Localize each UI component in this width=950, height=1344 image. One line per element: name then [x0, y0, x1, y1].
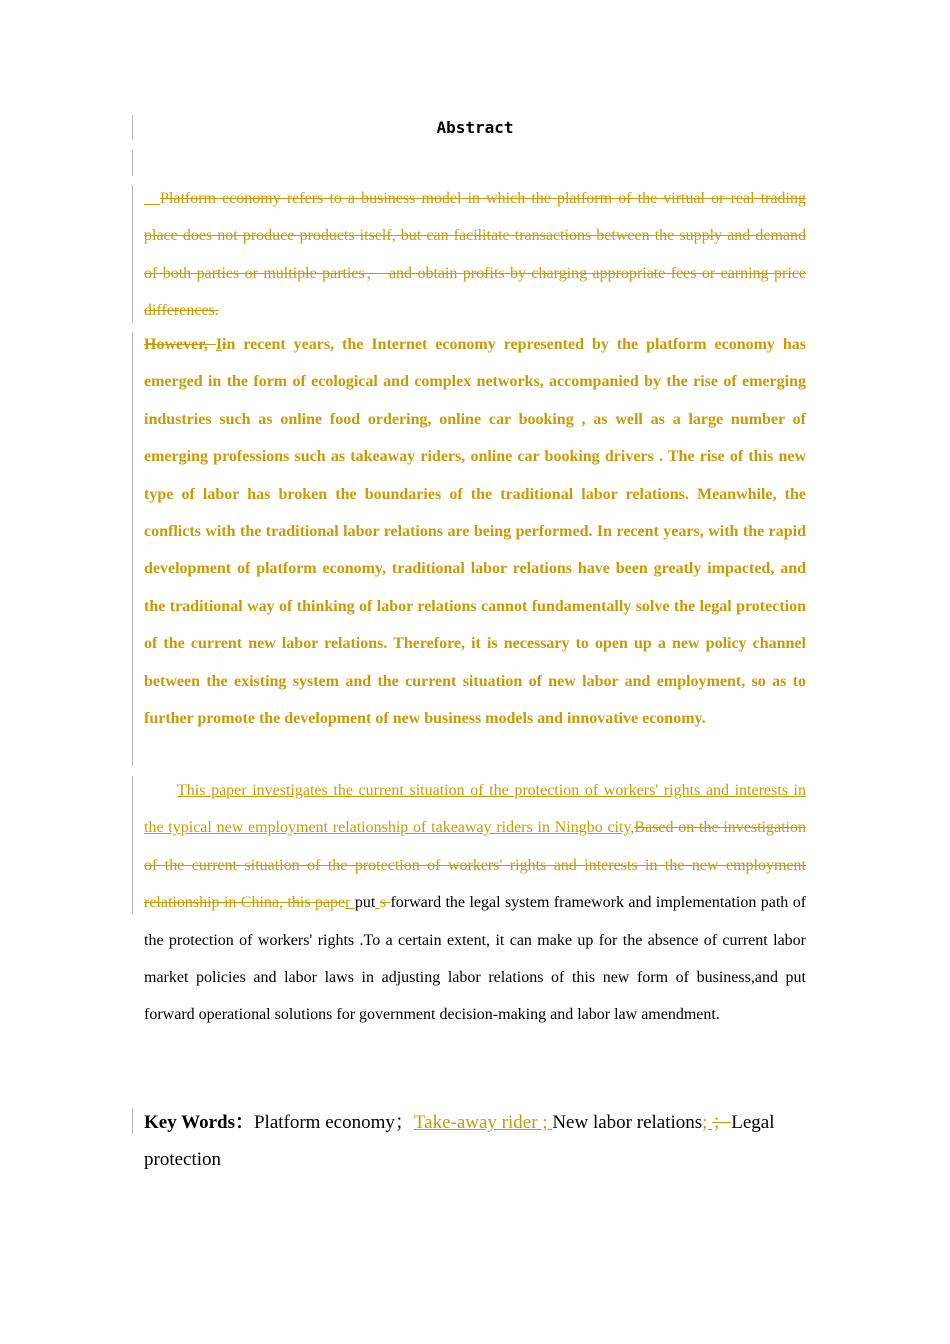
keyword: Legal protection [144, 1112, 775, 1170]
change-bar [132, 776, 133, 914]
inserted-text: __ [144, 190, 160, 207]
change-bar [132, 332, 133, 766]
paragraph-platform-definition [144, 180, 806, 330]
change-bar [132, 1108, 133, 1134]
inserted-text: r [345, 894, 355, 912]
change-bar [132, 185, 133, 323]
inserted-text: I [215, 336, 223, 353]
deleted-text: i [222, 336, 227, 353]
deleted-text: s [379, 894, 391, 912]
change-bar [132, 115, 133, 140]
paragraph-text: put [354, 894, 376, 912]
keywords-label: Key Words： [144, 1112, 254, 1133]
deleted-text: Based on the investigation of the current situation of the protection of workers' rights and interests in the new employment relationship in China, this pape [144, 819, 807, 912]
paragraph-this-paper [144, 772, 806, 1034]
keywords-line [144, 1104, 806, 1178]
keyword-inserted: Take-away rider ; [413, 1112, 553, 1133]
deleted-separator: ； [712, 1112, 732, 1133]
keyword: New labor relations [552, 1112, 703, 1133]
deleted-text: However, [144, 336, 216, 353]
inserted-text: This paper investigates the current situation of the protection of workers' rights and interests in the typical new employment relationship of takeaway riders in Ningbo city, [144, 782, 806, 837]
abstract-heading: Abstract [436, 118, 514, 137]
keyword: Platform economy； [253, 1112, 414, 1133]
paragraph-text: n recent years, the Internet economy represented by the platform economy has emerged in the form of ecological and complex networks, accompanied by the rise of emerging industries such as online food ordering, online car booking , as well as a large number of emerging professions such as takeaway riders, online car booking drivers . The rise of this new type of labor has broken the boundaries of the traditional labor relations. Meanwhile, the conflicts with the traditional labor relations are being performed. In recent years, with the rapid development of platform economy, traditional labor relations have been greatly impacted, and the traditional way of thinking of labor relations cannot fundamentally solve the legal protection of the current new labor relations. Therefore, it is necessary to open up a new policy channel between the existing system and the current situation of new labor and employment, so as to further promote the development of new business models and innovative economy. [144, 336, 807, 728]
deleted-text: Platform economy refers to a business model in which the platform of the virtual or real trading place does not produce products itself, but can facilitate transactions between the supply and demand of both parties or multiple parties， and obtain profits by charging appropriate fees or earning price differences. [144, 190, 806, 320]
change-bar [132, 150, 133, 176]
paragraph-internet-economy [144, 326, 806, 737]
inserted-separator: ; [702, 1112, 713, 1133]
paragraph-text: forward the legal system framework and implementation path of the protection of workers' rights .To a certain extent, it can make up for the absence of current labor market policies and labor laws in adjusting labor relations of this new form of business,and put forward operational solutions for government decision-making and labor law amendment. [144, 894, 807, 1024]
